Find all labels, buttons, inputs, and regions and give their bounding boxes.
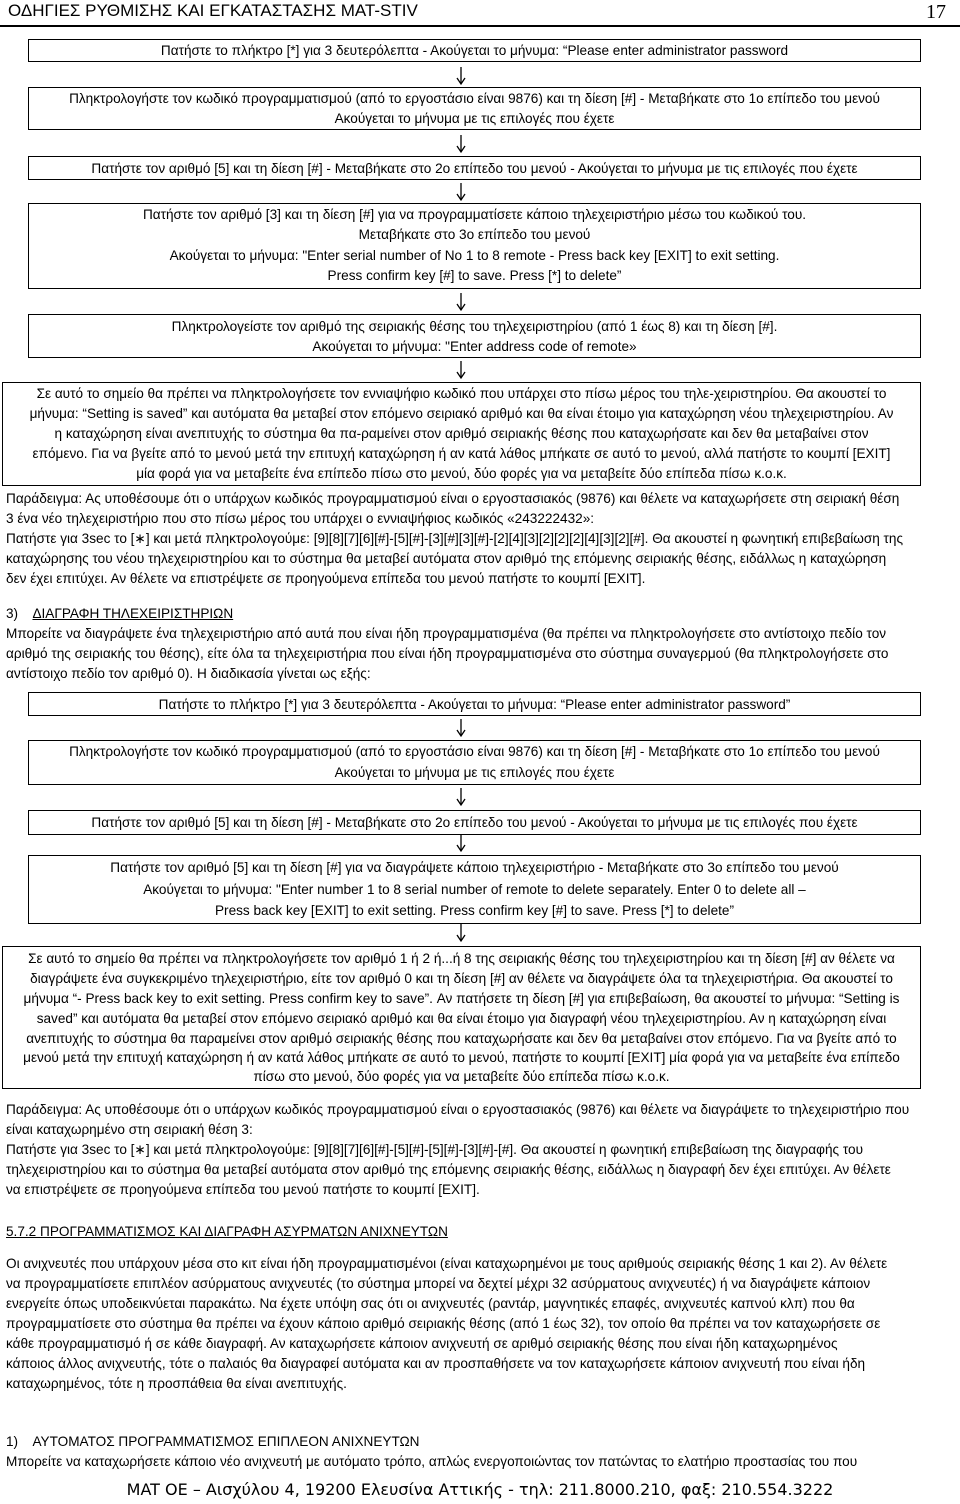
flow1-step4-box bbox=[28, 203, 921, 289]
flow1-step6-line: μία φορά για να μεταβείτε ένα επίπεδο πίσω στο μενού, δύο φορές για να μεταβείτε δύο επίπεδα πίσω κ.ο.κ. bbox=[136, 466, 787, 481]
flow2-step5-line: μενού μετά την επιτυχή καταχώρηση ή αν κατά λάθος μπήκατε σε αυτό το μενού, πατήστε το κουμπί [EXIT] μία φορά για να μεταβείτε ένα επίπεδο bbox=[23, 1050, 900, 1065]
paragraph-line: Πατήστε για 3sec το [∗] και μετά πληκτρολογούμε: [9][8][7][6][#]-[5][#]-[5][#]-[3][#]-[#]. Θα ακουστεί η φωνητική επιβεβαίωση της διαγραφής του bbox=[6, 1142, 864, 1157]
paragraph-line: καταχώρησης του νέου τηλεχειριστηρίου και το σύστημα θα μεταβεί αυτόματα στον αριθμό της επόμενης σειριακής θέσης, ειδάλλως η καταχώρηση bbox=[6, 551, 887, 566]
paragraph-line: καταχωρημένος, τότε η προσπάθεια θα είναι ανεπιτυχής. bbox=[6, 1376, 347, 1391]
section-5-7-2-body bbox=[6, 1254, 946, 1394]
section-heading: 5.7.2 ΠΡΟΓΡΑΜΜΑΤΙΣΜΟΣ ΚΑΙ ΔΙΑΓΡΑΦΗ ΑΣΥΡΜΑΤΩΝ ΑΝΙΧΝΕΥΤΩΝ bbox=[6, 1224, 448, 1239]
flow2-step5-line: Σε αυτό το σημείο θα πρέπει να πληκτρολογήσετε τον αριθμό 1 ή 2 ή...ή 8 της σειριακής θέσης του τηλεχειριστηρίου και τη δίεση [#] αν θέλετε να bbox=[28, 951, 895, 966]
section-heading-number: 3) bbox=[6, 606, 33, 621]
flow1-step6-line: η καταχώρηση είναι ανεπιτυχής το σύστημα θα πα-ραμείνει στον αριθμό σειριακής θέσης που καταχωρήσατε και δεν θα μεταβαίνει στον bbox=[54, 426, 869, 441]
flow2-step5-line: ανεπιτυχής το σύστημα θα παραμείνει στον αριθμό σειριακής θέσης που καταχωρήσατε και δεν θα μεταβαίνει στον επόμενο. Για να βγείτε από το bbox=[26, 1031, 897, 1046]
document-header-title: ΟΔΗΓΙΕΣ ΡΥΘΜΙΣΗΣ ΚΑΙ ΕΓΚΑΤΑΣΤΑΣΗΣ MAT-STIV bbox=[8, 1, 418, 20]
paragraph-line: δεν έχει επιτύχει. Αν θέλετε να επιστρέψετε σε προηγούμενα επίπεδα του μενού πατήστε το κουμπί [EXIT]. bbox=[6, 571, 646, 586]
flow2-step3-box bbox=[28, 810, 921, 835]
section-heading-number: 1) bbox=[6, 1434, 33, 1449]
flow1-step6-line: Σε αυτό το σημείο θα πρέπει να πληκτρολογήσετε τον εννιαψήφιο κωδικό που υπάρχει στο πίσω μέρος του τηλε-χειριστηρίου. Θα ακουστεί το bbox=[36, 386, 887, 401]
down-arrow-icon bbox=[454, 360, 468, 380]
paragraph-line: Πατήστε για 3sec το [∗] και μετά πληκτρολογούμε: [9][8][7][6][#]-[5][#]-[3][#][3][#]-[2][4][3][2][2][2][4][3][2][#]. Θα ακουστεί η φωνητική επιβεβαίωση της bbox=[6, 531, 904, 546]
paragraph-line: αριθμό της σειριακής του θέσης), είτε όλα τα τηλεχειριστήρια που είναι ήδη προγραμματισμένα στο σύστημα συναγερμού (θα πληκτρολογήσετε στο bbox=[6, 646, 889, 661]
flow2-step2-line2: Ακούγεται το μήνυμα με τις επιλογές που έχετε bbox=[334, 765, 615, 780]
flow1-step2-line1: Πληκτρολογήστε τον κωδικό προγραμματισμού (από το εργοστάσιο είναι 9876) και τη δίεση [#] - Μεταβήκατε στο 1ο επίπεδο του μενού bbox=[69, 91, 880, 106]
paragraph-line: είναι καταχωρημένο στη σειριακή θέση 3: bbox=[6, 1122, 253, 1137]
paragraph-line: να προγραμματίσετε επιπλέον ασύρματους ανιχνευτές (το σύστημα μπορεί να δεχτεί μέχρι 32 ασύρματους ανιχνευτές) ή να διαγράψετε κάποιον bbox=[6, 1276, 871, 1291]
flow1-step3-box bbox=[28, 156, 921, 180]
down-arrow-icon bbox=[454, 923, 468, 943]
flow1-step6-line: μήνυμα: “Setting is saved” και αυτόματα θα μεταβεί στον επόμενο σειριακό αριθμό και θα είναι έτοιμο για καταχώρηση νέου τηλεχειριστηρίου. Αν bbox=[29, 406, 894, 421]
flow2-step5-line: saved” και αυτόματα θα μεταβεί στον επόμενο σειριακό αριθμό και θα είναι έτοιμο για διαγραφή νέου τηλεχειριστηρίου. Αν η καταχώρηση είναι bbox=[36, 1011, 887, 1026]
flow1-step4-line1: Πατήστε τον αριθμό [3] και τη δίεση [#] για να προγραμματίσετε κάποιο τηλεχειριστήριο μέσω του κωδικού του. bbox=[142, 207, 807, 222]
paragraph-line: να επιστρέψετε σε προηγούμενα επίπεδα του μενού πατήστε το κουμπί [EXIT]. bbox=[6, 1182, 480, 1197]
flow2-step5-box bbox=[2, 946, 921, 1089]
example2-paragraph bbox=[6, 1100, 946, 1200]
flow2-step1-box bbox=[28, 692, 921, 716]
page-footer: MAT OE – Αισχύλου 4, 19200 Ελευσίνα Αττικής - τηλ: 211.8000.210, φαξ: 210.554.3222 bbox=[126, 1480, 834, 1499]
flow1-step5-line2: Ακούγεται το μήνυμα: "Enter address code of remote» bbox=[312, 339, 637, 354]
flow2-step4-line2: Ακούγεται το μήνυμα: "Enter number 1 to 8 serial number of remote to delete separately. Enter 0 to delete all – bbox=[143, 882, 806, 897]
flow1-step5-box bbox=[28, 314, 921, 358]
page-number: 17 bbox=[926, 1, 946, 23]
paragraph-line: κάθε προγραμματισμό ή σε κάθε διαγραφή. Αν καταχωρήσετε κάποιον ανιχνευτή σε αριθμό σειριακής θέσης που είναι ήδη καταχωρημένος bbox=[6, 1336, 838, 1351]
flow2-step1-text: Πατήστε το πλήκτρο [*] για 3 δευτερόλεπτα - Ακούγεται το μήνυμα: “Please enter administrator password” bbox=[158, 697, 791, 712]
flow2-step3-text: Πατήστε τον αριθμό [5] και τη δίεση [#] - Μεταβήκατε στο 2ο επίπεδο του μενού - Ακούγεται το μήνυμα με τις επιλογές που έχετε bbox=[91, 815, 858, 830]
down-arrow-icon bbox=[454, 66, 468, 86]
example1-paragraph bbox=[6, 489, 946, 589]
paragraph-line: Οι ανιχνευτές που υπάρχουν μέσα στο κιτ είναι ήδη προγραμματισμένοι (είναι καταχωρημένοι με τους αριθμούς σειριακής θέσης 1 και 2). Αν θέλετε bbox=[6, 1256, 888, 1271]
down-arrow-icon bbox=[454, 787, 468, 807]
flow1-step2-box bbox=[28, 87, 921, 130]
flow2-step4-box bbox=[28, 855, 921, 924]
paragraph-line: Παράδειγμα: Ας υποθέσουμε ότι ο υπάρχων κωδικός προγραμματισμού είναι ο εργοστασιακός (9876) και θέλετε να καταχωρήσετε στη σειριακή θέση bbox=[6, 491, 900, 506]
flow1-step4-line4: Press confirm key [#] to save. Press [*] to delete” bbox=[327, 268, 622, 283]
paragraph-line: Μπορείτε να καταχωρήσετε κάποιο νέο ανιχνευτή με αυτόματο τρόπο, απλώς ενεργοποιώντας τον πατώντας το ελατήριο προστασίας του που bbox=[6, 1454, 858, 1469]
section-heading bbox=[6, 1432, 946, 1452]
paragraph-line: 3 ένα νέο τηλεχειριστήριο που στο πίσω μέρος του υπάρχει ο εννιαψήφιος κωδικός «243222432»: bbox=[6, 511, 595, 526]
flow1-step6-line: επόμενο. Για να βγείτε από το μενού μετά την επιτυχή καταχώρηση ή αν κατά λάθος μπήκατε σε αυτό το μενού, αλλά πατήστε το κουμπί [EXIT] bbox=[32, 446, 891, 461]
flow2-step5-line: μήνυμα “- Press back key to exit setting. Press confirm key to save”. Αν πατήσετε τη δίεση [#] για επιβεβαίωση, θα ακουστεί το μήνυμα: “Setting is bbox=[23, 991, 900, 1006]
section-heading bbox=[6, 604, 946, 624]
section-heading-text: ΔΙΑΓΡΑΦΗ ΤΗΛΕΧΕΙΡΙΣΤΗΡΙΩΝ bbox=[32, 606, 234, 621]
paragraph-line: αντίστοιχο πεδίο τον αριθμό 0). Η διαδικασία γίνεται ως εξής: bbox=[6, 666, 371, 681]
flow1-step1-box bbox=[28, 39, 921, 62]
header-divider bbox=[0, 25, 960, 27]
flow1-step4-line2: Μεταβήκατε στο 3ο επίπεδο του μενού bbox=[358, 227, 591, 242]
flow1-step1-text: Πατήστε το πλήκτρο [*] για 3 δευτερόλεπτα - Ακούγεται το μήνυμα: “Please enter administrator password bbox=[160, 43, 789, 58]
flow1-step5-line1: Πληκτρολογείστε τον αριθμό της σειριακής θέσης του τηλεχειριστηρίου (από 1 έως 8) και τη δίεση [#]. bbox=[171, 319, 778, 334]
section-heading-text: ΑΥΤΟΜΑΤΟΣ ΠΡΟΓΡΑΜΜΑΤΙΣΜΟΣ ΕΠΙΠΛΕΟΝ ΑΝΙΧΝΕΥΤΩΝ bbox=[32, 1434, 420, 1449]
flow1-step6-box bbox=[2, 382, 921, 486]
section3 bbox=[6, 604, 946, 684]
flow1-step3-text: Πατήστε τον αριθμό [5] και τη δίεση [#] - Μεταβήκατε στο 2ο επίπεδο του μενού - Ακούγεται το μήνυμα με τις επιλογές που έχετε bbox=[91, 161, 858, 176]
paragraph-line: τηλεχειριστηρίου και το σύστημα θα μεταβεί αυτόματα στον αριθμό της επόμενης σειριακής θέσης, ειδάλλως η διαγραφή δεν έχει επιτύχει. Αν θέλετε bbox=[6, 1162, 891, 1177]
down-arrow-icon bbox=[454, 292, 468, 312]
paragraph-line: Παράδειγμα: Ας υποθέσουμε ότι ο υπάρχων κωδικός προγραμματισμού είναι ο εργοστασιακός (9876) και θέλετε να διαγράψετε το τηλεχειριστήριο που bbox=[6, 1102, 910, 1117]
down-arrow-icon bbox=[454, 833, 468, 853]
flow2-step2-box bbox=[28, 740, 921, 785]
flow1-step2-line2: Ακούγεται το μήνυμα με τις επιλογές που έχετε bbox=[334, 111, 615, 126]
section-5-7-2 bbox=[6, 1222, 946, 1242]
flow2-step5-line: διαγράψετε ένα συγκεκριμένο τηλεχειριστήριο, είτε τον αριθμό 0 και τη δίεση [#] αν θέλετε να διαγράψετε όλα τα τηλεχειριστήρια. Θα ακουστεί το bbox=[30, 971, 893, 986]
down-arrow-icon bbox=[454, 134, 468, 154]
paragraph-line: προγραμματίσετε στο σύστημα θα πρέπει να έχουν κάποιο αριθμό σειριακής θέσης (από 1 έως 32), τον οποίο θα πρέπει να τον καταχωρήσετε σε bbox=[6, 1316, 881, 1331]
down-arrow-icon bbox=[454, 182, 468, 202]
flow1-step4-line3: Ακούγεται το μήνυμα: "Enter serial number of No 1 to 8 remote - Press back key [EXIT] to exit setting. bbox=[169, 248, 780, 263]
flow2-step4-line3: Press back key [EXIT] to exit setting. Press confirm key [#] to save. Press [*] to delete” bbox=[214, 903, 735, 918]
paragraph-line: ενεργείτε όπως υποδεικνύεται παρακάτω. Να έχετε υπόψη σας ότι οι ανιχνευτές (ραντάρ, μαγνητικές επαφές, ανιχνευτές καπνού κλπ) που θα bbox=[6, 1296, 855, 1311]
flow2-step4-line1: Πατήστε τον αριθμό [5] και τη δίεση [#] για να διαγράψετε κάποιο τηλεχειριστήριο - Μεταβήκατε στο 3ο επίπεδο του μενού bbox=[110, 860, 839, 875]
down-arrow-icon bbox=[454, 718, 468, 738]
paragraph-line: κάποιος άλλος ανιχνευτής, τότε ο παλαιός θα διαγραφεί αυτόματα και αν προσπαθήσετε να τον καταχωρήσετε κάποιον ανιχνευτή που είναι ήδη bbox=[6, 1356, 866, 1371]
flow2-step5-line: πίσω στο μενού, δύο φορές για να μεταβείτε δύο επίπεδα πίσω κ.ο.κ. bbox=[253, 1069, 670, 1084]
flow2-step2-line1: Πληκτρολογήστε τον κωδικό προγραμματισμού (από το εργοστάσιο είναι 9876) και τη δίεση [#] - Μεταβήκατε στο 1ο επίπεδο του μενού bbox=[69, 744, 880, 759]
paragraph-line: Μπορείτε να διαγράψετε ένα τηλεχειριστήριο από αυτά που είναι ήδη προγραμματισμένα (θα πρέπει να πληκτρολογήσετε στο αντίστοιχο πεδίο τον bbox=[6, 626, 887, 641]
section-auto-programming bbox=[6, 1432, 946, 1472]
